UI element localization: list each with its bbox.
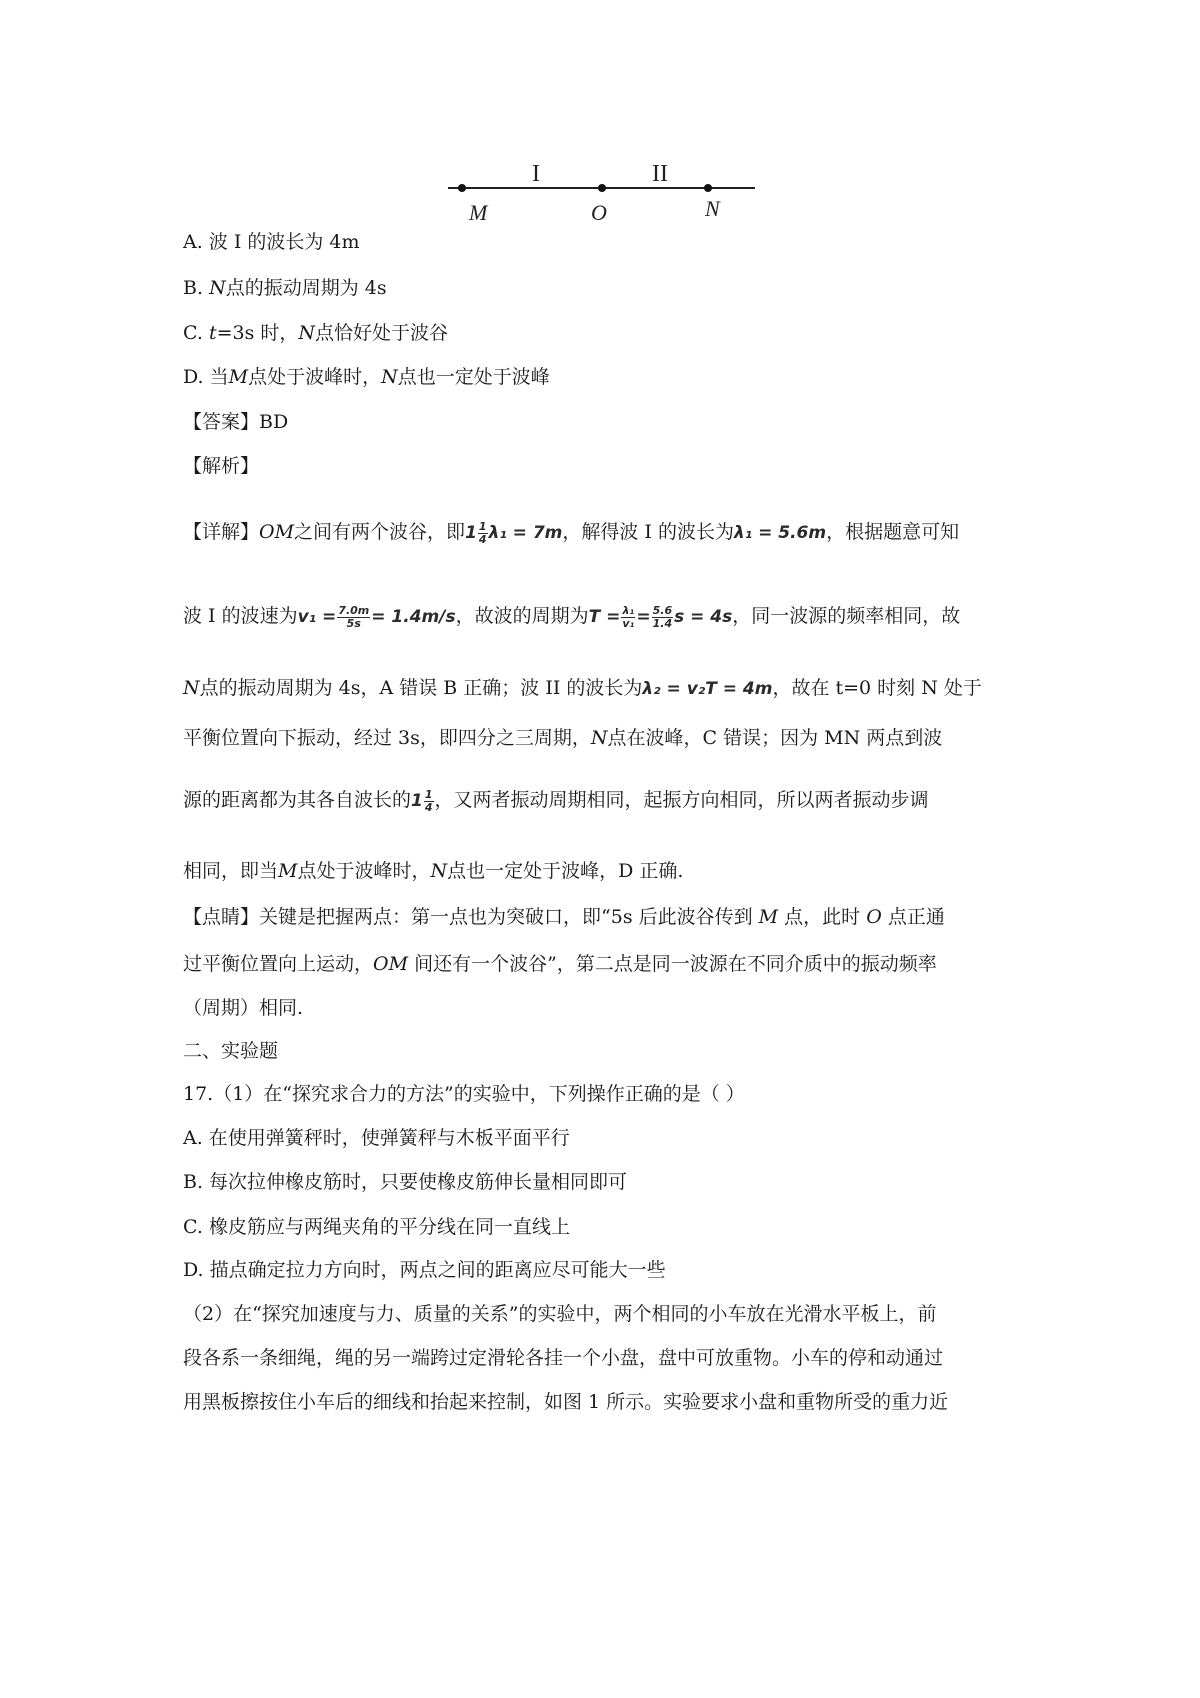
point-m-dot (458, 184, 466, 192)
formula-mixed-wavelength: 1 $\frac{1}{4}$ λ₁ = 7m (465, 519, 563, 546)
q17-option-a: A. 在使用弹簧秤时，使弹簧秤与木板平面平行 (183, 1127, 570, 1149)
comment-line-1: 【点睛】关键是把握两点：第一点也为突破口，即“5s 后此波谷传到 M 点，此时 O 点正通 (183, 906, 945, 928)
point-o-label: O (591, 200, 607, 225)
option-d: D. 当M点处于波峰时，N点也一定处于波峰 (183, 366, 550, 388)
point-m-label: M (469, 200, 488, 225)
q17-stem: 17.（1）在“探究求合力的方法”的实验中，下列操作正确的是（ ） (183, 1083, 745, 1105)
formula-v1: v₁ = $\frac{7.0m}{5s}$ = 1.4m/s (297, 603, 456, 630)
detail-line-3: N点的振动周期为 4s，A 错误 B 正确；波 II 的波长为λ₂ = v₂T = 4m，故在 t=0 时刻 N 处于 (183, 677, 982, 699)
detail-line-5: 源的距离都为其各自波长的1 $\frac{1}{4}$ ，又两者振动周期相同，起振方向相同，所以两者振动步调 (183, 787, 929, 814)
q17-part2-line-1: （2）在“探究加速度与力、质量的关系”的实验中，两个相同的小车放在光滑水平板上，前 (183, 1303, 937, 1325)
section-heading: 二、实验题 (183, 1040, 279, 1062)
point-o-dot (598, 184, 606, 192)
q17-part2-line-3: 用黑板擦按住小车后的细线和抬起来控制，如图 1 所示。实验要求小盘和重物所受的重力近 (183, 1391, 949, 1413)
option-a: A. 波 I 的波长为 4m (183, 231, 360, 253)
analysis-label: 【解析】 (183, 455, 260, 477)
region-i-label: I (532, 161, 540, 187)
q17-option-d: D. 描点确定拉力方向时，两点之间的距离应尽可能大一些 (183, 1259, 666, 1281)
q17-part2-line-2: 段各系一条细绳，绳的另一端跨过定滑轮各挂一个小盘，盘中可放重物。小车的停和动通过 (183, 1347, 944, 1369)
option-b: B. N点的振动周期为 4s (183, 277, 387, 299)
option-c: C. t=3s 时，N点恰好处于波谷 (183, 322, 449, 344)
point-n-dot (704, 184, 712, 192)
formula-lambda2: λ₂ = v₂T = 4m (642, 679, 773, 699)
q17-option-c: C. 橡皮筋应与两绳夹角的平分线在同一直线上 (183, 1216, 570, 1238)
detail-line-1: 【详解】OM之间有两个波谷，即1 $\frac{1}{4}$ λ₁ = 7m，解得波 I 的波长为λ₁ = 5.6m，根据题意可知 (183, 519, 960, 546)
wave-diagram (440, 150, 760, 230)
comment-line-3: （周期）相同. (183, 997, 304, 1019)
detail-line-2: 波 I 的波速为v₁ = $\frac{7.0m}{5s}$ = 1.4m/s，故波的周期为T = $\frac{\text{λ₁}}{\text{v₁}}$ = $\frac{5.6}{1.4}$ s = 4s，同一波源的频率相同，故 (183, 603, 961, 630)
formula-lambda1: λ₁ = 5.6m (733, 523, 827, 543)
formula-period: T = $\frac{\text{λ₁}}{\text{v₁}}$ = $\frac{5.6}{1.4}$ s = 4s (588, 603, 733, 630)
point-n-label: N (705, 196, 720, 221)
region-ii-label: II (652, 161, 668, 187)
q17-option-b: B. 每次拉伸橡皮筋时，只要使橡皮筋伸长量相同即可 (183, 1171, 628, 1193)
answer-line: 【答案】BD (183, 411, 289, 433)
comment-line-2: 过平衡位置向上运动，OM 间还有一个波谷”，第二点是同一波源在不同介质中的振动频率 (183, 953, 937, 975)
detail-line-4: 平衡位置向下振动，经过 3s，即四分之三周期，N点在波峰，C 错误；因为 MN 两点到波 (183, 727, 943, 749)
formula-one-and-quarter: 1 $\frac{1}{4}$ (411, 787, 433, 814)
detail-line-6: 相同，即当M点处于波峰时，N点也一定处于波峰，D 正确. (183, 860, 684, 882)
